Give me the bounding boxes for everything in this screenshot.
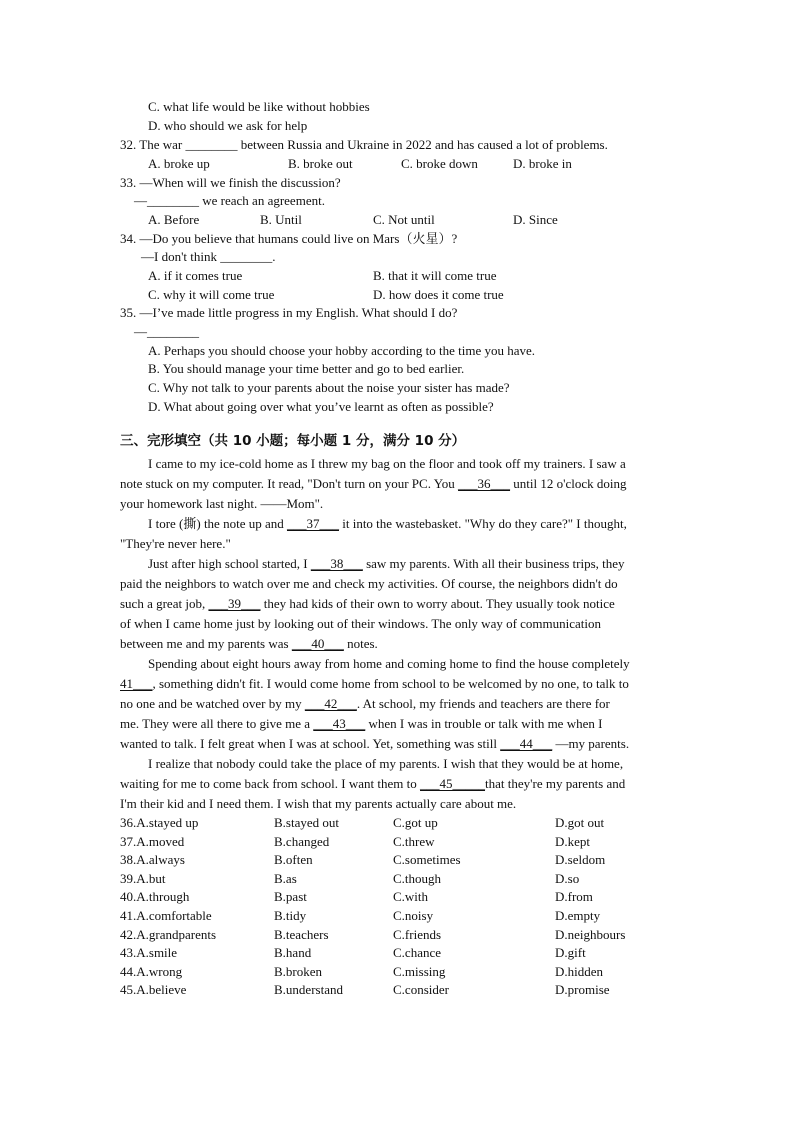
answer-option: C.with (393, 889, 429, 905)
passage-line (120, 476, 627, 492)
q34-option-c: C. why it will come true (148, 287, 275, 302)
passage-line (148, 556, 625, 572)
passage-line (120, 496, 323, 512)
q35-option-c: C. Why not talk to your parents about the noise your sister has made? (148, 380, 510, 395)
answer-option: D.empty (555, 908, 601, 923)
answer-option: B.often (274, 852, 313, 868)
passage-text: that they're my parents and (485, 776, 626, 791)
passage-text: it into the wastebasket. "Why do they care?" I thought, (338, 516, 627, 531)
passage-line (120, 776, 625, 792)
answer-option: D.kept (555, 833, 591, 849)
q35-reply: —________ (134, 324, 199, 339)
passage-line (120, 696, 610, 712)
passage-line (120, 736, 629, 752)
cloze-blank: ___44___ (500, 736, 553, 751)
q32-option-b: B. broke out (288, 156, 353, 171)
answer-option: C.noisy (393, 908, 434, 923)
q32-stem: 32. The war ________ between Russia and Ukraine in 2022 and has caused a lot of problems. (120, 137, 608, 152)
passage-text: I'm their kid and I need them. I wish that my parents actually care about me. (120, 796, 517, 811)
q33-reply: —________ we reach an agreement. (134, 193, 325, 208)
passage-text: until 12 o'clock doing (510, 476, 627, 491)
answer-option: B.broken (274, 963, 323, 979)
answer-option: B.tidy (274, 908, 307, 923)
answer-option: D.neighbours (555, 926, 626, 942)
passage-text: I realize that nobody could take the place of my parents. I wish that they would be at home, (148, 756, 624, 771)
passage-line (120, 616, 601, 632)
passage-text: waiting for me to come back from school. I want them to (120, 776, 421, 791)
passage-text: no one and be watched over by my (120, 696, 305, 711)
passage-text: Spending about eight hours away from home and coming home to find the house completely (148, 656, 630, 671)
q32-option-d: D. broke in (513, 156, 572, 171)
answer-option: D.so (555, 870, 580, 886)
passage-text: your homework last night. ——Mom". (120, 496, 324, 511)
answer-option: D.hidden (555, 963, 604, 979)
passage-line (120, 636, 378, 652)
cloze-blank: ___40___ (291, 636, 344, 651)
q35-option-a: A. Perhaps you should choose your hobby according to the time you have. (148, 343, 536, 358)
cloze-blank: ___38___ (310, 556, 363, 571)
answer-option: C.got up (393, 815, 438, 830)
q33-option-a: A. Before (148, 212, 200, 227)
answer-option: C.consider (393, 982, 449, 998)
answer-option: D.got out (555, 815, 605, 830)
q33-option-c: C. Not until (373, 212, 435, 227)
passage-text: , something didn't fit. I would come home from school to be welcomed by no one, to talk to (152, 676, 629, 691)
passage-text: note stuck on my computer. It read, "Don't turn on your PC. You (120, 476, 459, 491)
passage-text: —my parents. (552, 736, 630, 751)
q32-option-c: C. broke down (401, 156, 478, 171)
passage-text: . At school, my friends and teachers are there for (356, 696, 610, 711)
q33-stem: 33. —When will we finish the discussion? (120, 175, 341, 190)
passage-text: saw my parents. With all their business trips, they (362, 556, 625, 571)
answer-option: C.sometimes (393, 852, 461, 868)
passage-line (120, 796, 516, 812)
section-heading: 三、完形填空（共 10 小题；每小题 1 分，满分 10 分） (120, 433, 466, 449)
q35-option-b: B. You should manage your time better and go to bed earlier. (148, 361, 465, 376)
answer-option: C.missing (393, 963, 446, 979)
answer-option: C.threw (393, 833, 435, 849)
passage-text: Just after high school started, I (148, 556, 311, 571)
answer-option: 42.A.grandparents (120, 926, 217, 942)
answer-option: 44.A.wrong (120, 963, 183, 979)
passage-text: of when I came home just by looking out of their windows. The only way of communication (120, 616, 602, 631)
passage-text: wanted to talk. I felt great when I was at school. Yet, something was still (120, 736, 501, 751)
q35-stem: 35. —I’ve made little progress in my English. What should I do? (120, 305, 458, 320)
answer-option: C.though (393, 870, 442, 886)
answer-option: B.changed (274, 833, 330, 849)
passage-text: they had kids of their own to worry about. They usually took notice (260, 596, 615, 611)
cloze-blank: ___43___ (313, 716, 366, 731)
answer-option: C.friends (393, 926, 442, 942)
answer-option: 40.A.through (120, 889, 190, 905)
q34-reply: —I don't think ________. (141, 249, 276, 264)
q34-option-b: B. that it will come true (373, 268, 497, 283)
cloze-blank: ___37___ (286, 516, 339, 531)
answer-option: D.promise (555, 982, 610, 998)
cloze-blank: ___36___ (458, 476, 511, 491)
passage-text: I came to my ice-cold home as I threw my bag on the floor and took off my trainers. I saw a (148, 456, 626, 471)
answer-option: B.hand (274, 945, 312, 961)
answer-option: B.as (274, 870, 297, 886)
q32-option-a: A. broke up (148, 156, 210, 171)
answer-option: C.chance (393, 945, 442, 961)
answer-option: B.understand (274, 982, 343, 998)
answer-option: 45.A.believe (120, 982, 187, 998)
q34-stem: 34. —Do you believe that humans could live on Mars（火星）? (120, 231, 458, 246)
answer-option: D.from (555, 889, 593, 905)
q35-option-d: D. What about going over what you’ve learnt as often as possible? (148, 399, 494, 414)
passage-text: such a great job, (120, 596, 209, 611)
q31-option-d: D. who should we ask for help (148, 118, 308, 133)
answer-option: 41.A.comfortable (120, 908, 212, 923)
passage-line (148, 516, 627, 532)
passage-line (148, 656, 630, 672)
answer-option: 37.A.moved (120, 833, 185, 849)
passage-text: between me and my parents was (120, 636, 292, 651)
cloze-blank: ___45_____ (420, 776, 486, 791)
q34-option-d: D. how does it come true (373, 287, 504, 302)
answer-option: D.gift (555, 945, 586, 961)
passage-text: when I was in trouble or talk with me when I (365, 716, 603, 731)
answer-option: B.stayed out (274, 815, 339, 830)
cloze-blank: ___42___ (304, 696, 357, 711)
passage-text: "They're never here." (120, 536, 231, 551)
answer-option: 36.A.stayed up (120, 815, 199, 830)
passage-line (148, 456, 626, 472)
passage-text: me. They were all there to give me a (120, 716, 314, 731)
q34-option-a: A. if it comes true (148, 268, 243, 283)
passage-line (120, 536, 231, 552)
answer-option: B.teachers (274, 926, 329, 942)
passage-text: paid the neighbors to watch over me and check my activities. Of course, the neighbors didn't do (120, 576, 618, 591)
cloze-blank: ___39___ (208, 596, 261, 611)
passage-line (120, 596, 615, 612)
q33-option-b: B. Until (260, 212, 302, 227)
passage-line (148, 756, 623, 772)
q33-option-d: D. Since (513, 212, 558, 227)
passage-text: I tore (撕) the note up and (148, 516, 287, 531)
passage-text: notes. (343, 636, 378, 651)
answer-option: D.seldom (555, 852, 606, 868)
passage-line (120, 716, 602, 732)
passage-line (120, 576, 618, 592)
passage-line (120, 676, 629, 692)
q31-option-c: C. what life would be like without hobbies (148, 99, 370, 114)
answer-option: B.past (274, 889, 307, 905)
answer-option: 38.A.always (120, 852, 185, 868)
answer-option: 39.A.but (120, 870, 166, 886)
cloze-blank: 41___ (120, 676, 153, 691)
answer-option: 43.A.smile (120, 945, 178, 961)
